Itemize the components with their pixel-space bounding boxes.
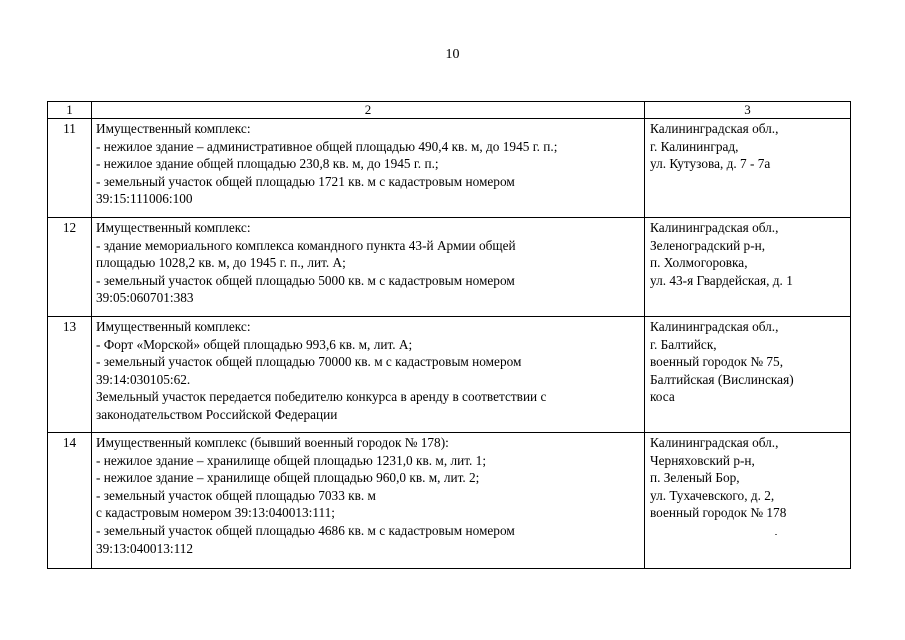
row-number: 14 bbox=[48, 433, 92, 569]
property-address bbox=[645, 218, 851, 317]
description-line: 39:13:040013:112 bbox=[96, 540, 194, 556]
description-line: - нежилое здание – хранилище общей площадью 960,0 кв. м, лит. 2; bbox=[96, 470, 480, 486]
property-address bbox=[645, 433, 851, 569]
description-line: 39:14:030105:62. bbox=[96, 371, 191, 387]
description-line: - земельный участок общей площадью 1721 кв. м с кадастровым номером bbox=[96, 173, 515, 189]
column-number-row bbox=[48, 102, 851, 119]
row-number: 11 bbox=[48, 119, 92, 218]
address-line: Калининградская обл., bbox=[650, 319, 779, 334]
row-number: 12 bbox=[48, 218, 92, 317]
property-address bbox=[645, 119, 851, 218]
description-line: Имущественный комплекс: bbox=[96, 220, 251, 235]
table-row bbox=[48, 317, 851, 433]
description-line: - земельный участок общей площадью 4686 кв. м с кадастровым номером bbox=[96, 522, 515, 538]
address-line: г. Балтийск, bbox=[650, 336, 717, 352]
address-line: Калининградская обл., bbox=[650, 121, 779, 136]
address-line: Черняховский р-н, bbox=[650, 452, 755, 468]
description-line: - земельный участок общей площадью 5000 кв. м с кадастровым номером bbox=[96, 272, 515, 288]
property-description bbox=[92, 218, 645, 317]
description-line: Имущественный комплекс (бывший военный городок № 178): bbox=[96, 435, 449, 450]
property-description bbox=[92, 317, 645, 433]
description-line: Земельный участок передается победителю конкурса в аренду в соответствии с bbox=[96, 389, 547, 405]
address-line: военный городок № 75, bbox=[650, 354, 784, 370]
table-row bbox=[48, 119, 851, 218]
description-line: Имущественный комплекс: bbox=[96, 121, 251, 136]
address-line: Калининградская обл., bbox=[650, 435, 779, 450]
description-line: 39:15:111006:100 bbox=[96, 191, 193, 207]
description-line: - земельный участок общей площадью 7033 кв. м bbox=[96, 487, 376, 503]
address-line: ул. 43-я Гвардейская, д. 1 bbox=[650, 272, 793, 288]
description-line: - нежилое здание – административное общей площадью 490,4 кв. м, до 1945 г. п.; bbox=[96, 138, 558, 154]
description-line: - здание мемориального комплекса командного пункта 43-й Армии общей bbox=[96, 237, 516, 253]
address-line: коса bbox=[650, 389, 675, 405]
table-row bbox=[48, 433, 851, 569]
address-line: г. Калининград, bbox=[650, 138, 739, 154]
table-row bbox=[48, 218, 851, 317]
property-address bbox=[645, 317, 851, 433]
property-description bbox=[92, 119, 645, 218]
address-line: Калининградская обл., bbox=[650, 220, 779, 235]
description-line: с кадастровым номером 39:13:040013:111; bbox=[96, 505, 336, 521]
description-line: законодательством Российской Федерации bbox=[96, 406, 338, 422]
description-line: - нежилое здание – хранилище общей площадью 1231,0 кв. м, лит. 1; bbox=[96, 452, 487, 468]
column-number-2: 2 bbox=[92, 102, 645, 119]
column-number-3: 3 bbox=[645, 102, 851, 119]
address-line: ул. Тухачевского, д. 2, bbox=[650, 487, 775, 503]
page-number: 10 bbox=[445, 47, 460, 62]
address-line: Балтийская (Вислинская) bbox=[650, 371, 794, 387]
address-line: военный городок № 178 bbox=[650, 505, 787, 521]
column-number-1: 1 bbox=[48, 102, 92, 119]
property-description bbox=[92, 433, 645, 569]
address-line: ул. Кутузова, д. 7 - 7а bbox=[650, 156, 771, 172]
address-line: Зеленоградский р-н, bbox=[650, 237, 766, 253]
scan-speck bbox=[775, 534, 777, 535]
description-line: - земельный участок общей площадью 70000 кв. м с кадастровым номером bbox=[96, 354, 522, 370]
address-line: п. Зеленый Бор, bbox=[650, 470, 740, 486]
description-line: площадью 1028,2 кв. м, до 1945 г. п., лит. А; bbox=[96, 255, 346, 271]
row-number: 13 bbox=[48, 317, 92, 433]
description-line: - нежилое здание общей площадью 230,8 кв. м, до 1945 г. п.; bbox=[96, 156, 439, 172]
description-line: 39:05:060701:383 bbox=[96, 290, 194, 306]
address-line: п. Холмогоровка, bbox=[650, 255, 748, 271]
description-line: - Форт «Морской» общей площадью 993,6 кв. м, лит. А; bbox=[96, 336, 413, 352]
property-table bbox=[47, 101, 851, 569]
description-line: Имущественный комплекс: bbox=[96, 319, 251, 334]
